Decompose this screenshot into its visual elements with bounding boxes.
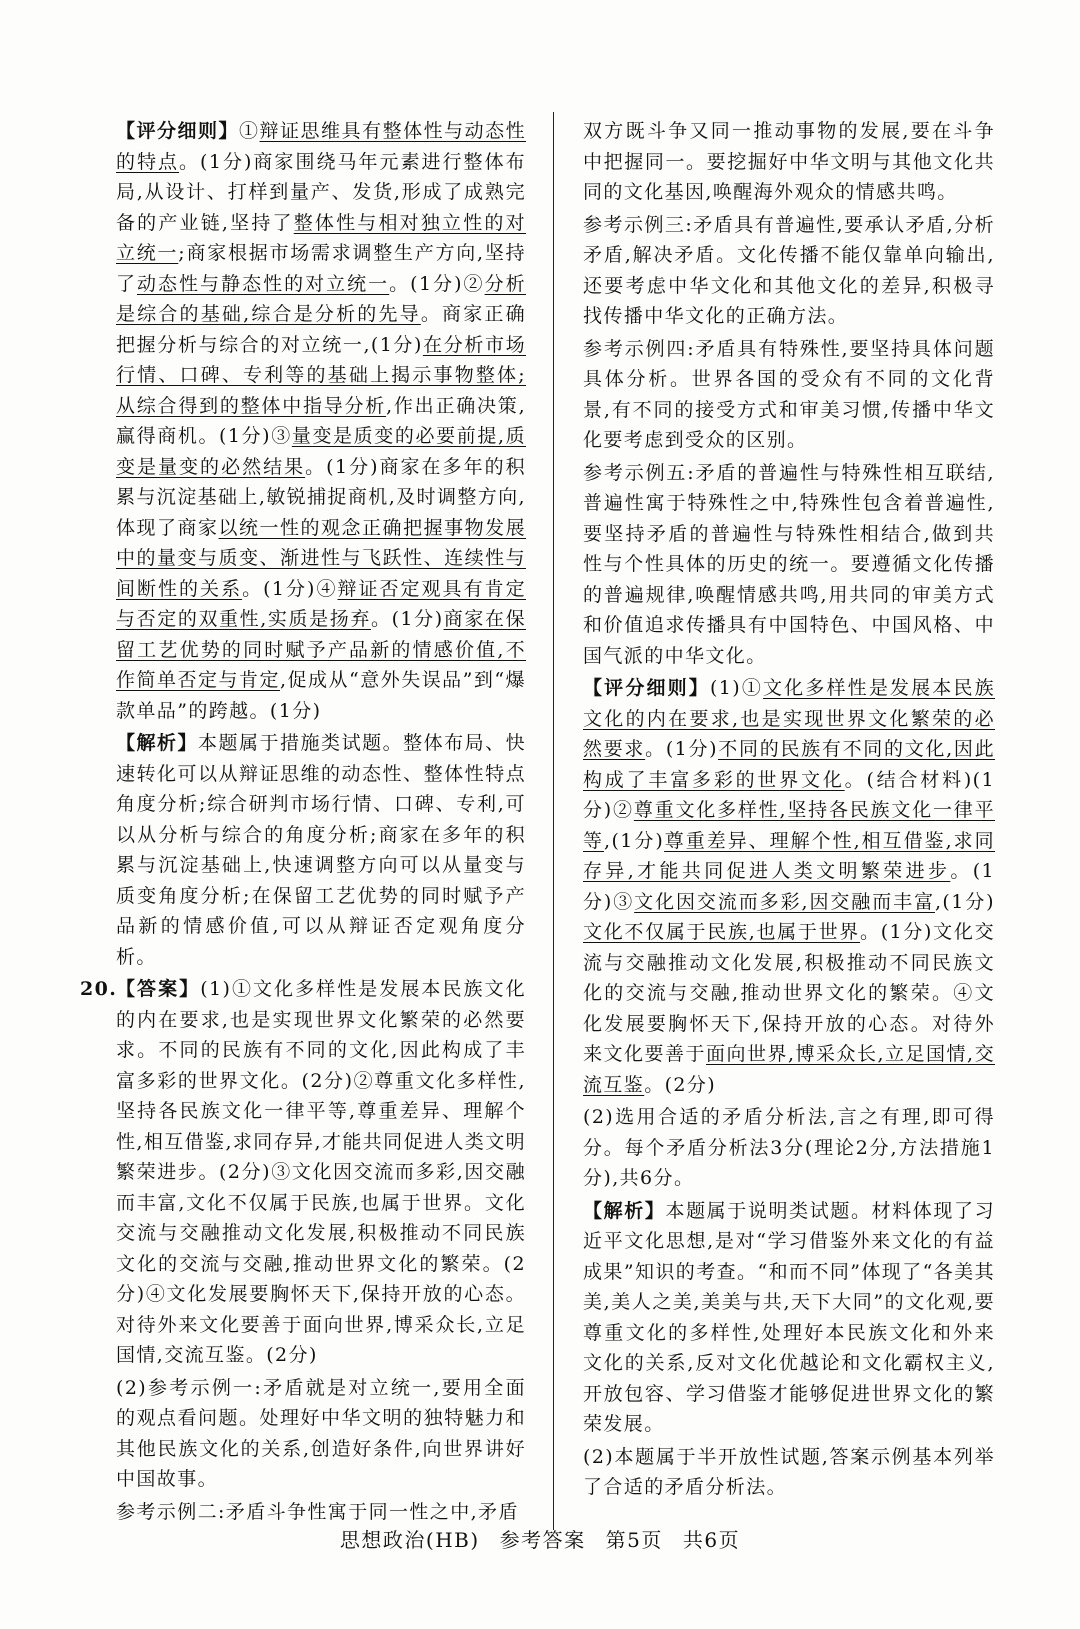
underlined-point: 尊重差异、理解个性,相互借鉴,求同存异,才能共同促进人类文明繁荣进步 [583,829,995,882]
text-segment: ,(1分) [604,829,665,852]
right-column [583,116,995,1505]
analysis-20 [583,1196,995,1440]
example-1: (2)参考示例一:矛盾就是对立统一,要用全面的观点看问题。处理好中华文明的独特魅力和其他民族文化的关系,创造好条件,向世界讲好中国故事。 [116,1376,526,1490]
underlined-point: 在分析市场行情、口碑、专利等的基础上揭示事物整体;从综合得到的整体中指导分析 [116,333,526,417]
scoring-rules-label: 【评分细则】 [583,677,710,699]
example-4: 参考示例四:矛盾具有特殊性,要坚持具体问题具体分析。世界各国的受众有不同的文化背景,有不同的接受方式和审美习惯,传播中华文化要考虑到受众的区别。 [583,337,995,451]
text-segment: ,促成从“意外失误品”到“爆款单品”的跨越。(1分) [116,669,526,722]
column-divider [553,112,554,1530]
underlined-point: 尊重文化多样性,坚持各民族文化一律平等 [583,799,995,852]
text-segment: 。(1分) [370,608,444,630]
text-segment: 。(1分)商家围绕马年元素进行整体布局,从设计、打样到量产、发货,形成了成熟完备的产业链,坚持了 [116,150,526,234]
text-segment: 。(1分)商家在多年的积累与沉淀基础上,敏锐捕捉商机,及时调整方向,体现了商家 [116,455,526,539]
text-segment: ① [239,120,260,142]
underlined-point: 辩证思维具有整体性与动态性的特点 [116,120,527,173]
footer-page: 第5页 [605,1528,663,1552]
text-segment: 。(1分)③ [583,860,995,913]
underlined-point: 面向世界,博采众长,立足国情,交流互鉴 [583,1043,995,1096]
text-segment: (1)① [709,677,764,699]
question-number: 20. [80,978,118,1000]
underlined-point: 文化不仅属于民族,也属于世界 [583,921,861,943]
scoring-rules-19 [116,116,526,726]
scoring-rules-20 [583,673,995,1100]
text-segment: ;商家根据市场需求调整生产方向,坚持了 [116,242,526,295]
answer-20 [80,974,526,1371]
analysis-label: 【解析】 [583,1199,666,1222]
underlined-point: 不同的民族有不同的文化,因此构成了丰富多彩的世界文化 [583,738,996,791]
text-segment: 。(结合材料)(1分)② [583,768,995,821]
scoring-rules-label: 【评分细则】 [116,120,240,142]
footer-total: 共6页 [682,1528,741,1552]
text-segment: 。(1分) [645,738,718,760]
text-segment: ,(1分) [934,890,995,913]
text-segment: 。(1分)④ [242,577,338,600]
underlined-point: 商家在保留工艺优势的同时赋予产品新的情感价值,不作简单否定与肯定 [116,608,526,691]
example-2-start: 参考示例二:矛盾斗争性寓于同一性之中,矛盾 [116,1500,519,1523]
answer-text: (1)①文化多样性是发展本民族文化的内在要求,也是实现世界文化繁荣的必然要求。不同的民族有不同的文化,因此构成了丰富多彩的世界文化。(2分)②尊重文化多样性,坚持各民族文化一律平等,尊重差异、理解个性,相互借鉴,求同存异,才能共同促进人类文明繁荣进步。(2分)③文化因交流而多彩,因交融而丰富,文化不仅属于民族,也属于世界。文化交流与交融推动文化发展,积极推动不同民族文化的交流与交融,推动世界文化的繁荣。(2分)④文化发展要胸怀天下,保持开放的心态。对待外来文化要善于面向世界,博采众长,立足国情,交流互鉴。(2分) [116,978,526,1366]
text-segment: 。(1分)② [389,272,485,295]
answer-label: 【答案】 [116,978,201,1000]
page-footer [0,1524,1080,1553]
analysis-text: 本题属于措施类试题。整体布局、快速转化可以从辩证思维的动态性、整体性特点角度分析;综合研判市场行情、口碑、专利,可以从分析与综合的角度分析;商家在多年的积累与沉淀基础上,快速调整方向可以从量变与质变角度分析;在保留工艺优势的同时赋予产品新的情感价值,可以从辩证否定观角度分析。 [116,732,526,968]
underlined-point: 分析是综合的基础,综合是分析的先导 [116,272,526,325]
underlined-point: 动态性与静态性的对立统一 [137,272,390,295]
analysis-text: 本题属于说明类试题。材料体现了习近平文化思想,是对“学习借鉴外来文化的有益成果”知识的考查。“和而不同”体现了“各美其美,美人之美,美美与共,天下大同”的文化观,要尊重文化的多样性,处理好本民族文化和外来文化的关系,反对文化优越论和文化霸权主义,开放包容、学习借鉴才能够促进世界文化的繁荣发展。 [583,1199,995,1435]
underlined-point: 整体性与相对独立性的对立统一 [116,211,527,264]
text-segment: 。(2分) [644,1073,717,1096]
example-2-end: 双方既斗争又同一推动事物的发展,要在斗争中把握同一。要挖掘好中华文明与其他文化共同的文化基因,唤醒海外观众的情感共鸣。 [583,120,995,203]
analysis-19 [116,728,526,972]
example-5: 参考示例五:矛盾的普遍性与特殊性相互联结,普遍性寓于特殊性之中,特殊性包含着普遍性,要坚持矛盾的普遍性与特殊性相结合,做到共性与个性具体的历史的统一。要遵循文化传播的普遍规律,唤醒情感共鸣,用共同的审美方式和价值追求传播具有中国特色、中国风格、中国气派的中华文化。 [583,461,995,667]
underlined-point: 文化多样性是发展本民族文化的内在要求,也是实现世界文化繁荣的必然要求 [583,677,996,760]
analysis-label: 【解析】 [116,732,199,754]
text-segment: ,作出正确决策,赢得商机。(1分)③ [116,394,527,447]
underlined-point: 量变是质变的必要前提,质变是量变的必然结果 [116,425,526,478]
underlined-point: 文化因交流而多彩,因交融而丰富 [634,890,935,913]
example-3: 参考示例三:矛盾具有普遍性,要承认矛盾,分析矛盾,解决矛盾。文化传播不能仅靠单向输出,还要考虑中华文化和其他文化的差异,积极寻找传播中华文化的正确方法。 [583,213,995,327]
analysis-part2: (2)本题属于半开放性试题,答案示例基本列举了合适的矛盾分析法。 [583,1445,995,1498]
footer-subject: 思想政治(HB) [339,1528,480,1552]
footer-doc: 参考答案 [499,1528,586,1552]
text-segment: 。商家正确把握分析与综合的对立统一,(1分) [116,303,526,356]
left-column [80,116,527,1529]
scoring-rules-part2: (2)选用合适的矛盾分析法,言之有理,即可得分。每个矛盾分析法3分(理论2分,方法措施1分),共6分。 [583,1106,995,1189]
text-segment: 。(1分)文化交流与交融推动文化发展,积极推动不同民族文化的交流与交融,推动世界文化的繁荣。④文化发展要胸怀天下,保持开放的心态。对待外来文化要善于 [583,921,995,1065]
underlined-point: 以统一性的观念正确把握事物发展中的量变与质变、渐进性与飞跃性、连续性与间断性的关系 [116,516,526,600]
underlined-point: 辩证否定观具有肯定与否定的双重性,实质是扬弃 [116,577,526,630]
